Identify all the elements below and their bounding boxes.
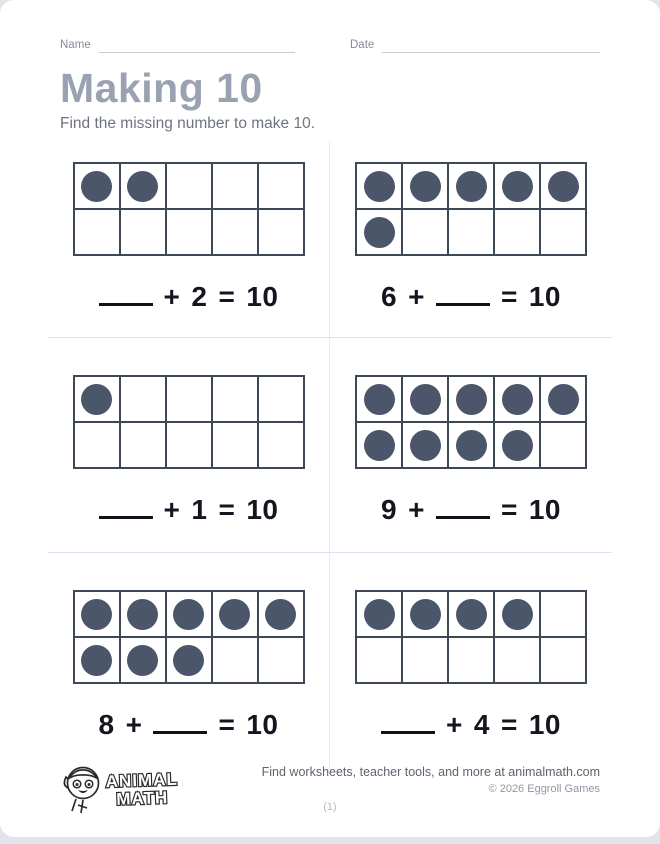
ten-frame-cell (75, 210, 119, 254)
logo-text-line2: MATH (116, 788, 169, 809)
equation-token: 10 (246, 709, 279, 741)
ten-frame-cell (449, 377, 493, 421)
ten-frame-cell (121, 377, 165, 421)
counter-dot (127, 171, 158, 202)
date-label: Date (350, 39, 375, 51)
ten-frame-cell (213, 377, 257, 421)
counter-dot (364, 599, 395, 630)
ten-frame-cell (357, 592, 401, 636)
ten-frame-cell (495, 377, 539, 421)
equation-token: = (500, 709, 518, 741)
equation-token: 10 (528, 281, 561, 313)
equation (381, 494, 561, 526)
ten-frame-cell (121, 638, 165, 682)
ten-frame (73, 162, 305, 256)
ten-frame (73, 590, 305, 684)
equation-token: 10 (528, 709, 561, 741)
counter-dot (502, 430, 533, 461)
ten-frame-cell (259, 592, 303, 636)
date-field (350, 38, 600, 53)
worksheet-header (0, 0, 660, 53)
ten-frame-cell (541, 377, 585, 421)
equation (381, 709, 561, 741)
ten-frame-cell (167, 377, 211, 421)
ten-frame-cell (403, 377, 447, 421)
name-label: Name (60, 39, 91, 51)
ten-frame-cell (403, 638, 447, 682)
ten-frame-cell (495, 592, 539, 636)
ten-frame-cell (75, 592, 119, 636)
page-instructions: Find the missing number to make 10. (60, 115, 316, 133)
equation-token: = (500, 281, 518, 313)
equation-token: 9 (381, 494, 398, 526)
ten-frame (355, 162, 587, 256)
ten-frame-cell (121, 164, 165, 208)
equation (99, 494, 279, 526)
ten-frame-cell (213, 592, 257, 636)
equation-token: 6 (381, 281, 398, 313)
ten-frame-cell (495, 210, 539, 254)
ten-frame-cell (357, 210, 401, 254)
ten-frame-cell (495, 164, 539, 208)
ten-frame-cell (449, 592, 493, 636)
name-blank-line (99, 38, 295, 53)
answer-blank (99, 496, 153, 519)
ten-frame-cell (449, 638, 493, 682)
ten-frame-cell (403, 592, 447, 636)
ten-frame-cell (167, 423, 211, 467)
problem-card (330, 338, 612, 553)
counter-dot (548, 171, 579, 202)
problem-card (330, 142, 612, 338)
equation-token: 10 (246, 494, 279, 526)
ten-frame-cell (403, 210, 447, 254)
equation-token: 2 (191, 281, 208, 313)
counter-dot (364, 171, 395, 202)
equation-token: + (163, 494, 181, 526)
equation-token: + (408, 494, 425, 526)
ten-frame-cell (495, 638, 539, 682)
ten-frame-cell (121, 210, 165, 254)
problem-card (48, 338, 330, 553)
ten-frame-cell (449, 423, 493, 467)
counter-dot (265, 599, 296, 630)
ten-frame-cell (449, 210, 493, 254)
page-number: (1) (323, 801, 337, 813)
counter-dot (456, 171, 487, 202)
ten-frame-cell (213, 638, 257, 682)
equation-token: 1 (191, 494, 208, 526)
equation-token: 4 (473, 709, 490, 741)
ten-frame-cell (357, 638, 401, 682)
ten-frame-cell (541, 164, 585, 208)
counter-dot (456, 599, 487, 630)
ten-frame-cell (357, 377, 401, 421)
ten-frame-cell (259, 638, 303, 682)
ten-frame-cell (449, 164, 493, 208)
ten-frame-cell (121, 423, 165, 467)
counter-dot (548, 384, 579, 415)
equation-token: + (125, 709, 143, 741)
equation-token: + (408, 281, 425, 313)
ten-frame-cell (167, 210, 211, 254)
footer-credits (262, 761, 600, 795)
ten-frame-cell (121, 592, 165, 636)
equation-token: = (218, 494, 236, 526)
equation-token: + (446, 709, 463, 741)
counter-dot (364, 430, 395, 461)
counter-dot (410, 384, 441, 415)
equation (381, 281, 561, 313)
counter-dot (410, 599, 441, 630)
ten-frame-cell (167, 592, 211, 636)
answer-blank (99, 283, 153, 306)
page-title: Making 10 (60, 65, 263, 111)
counter-dot (456, 384, 487, 415)
counter-dot (81, 645, 112, 676)
ten-frame-cell (75, 423, 119, 467)
ten-frame-cell (75, 638, 119, 682)
ten-frame-cell (541, 210, 585, 254)
footer-info-text: Find worksheets, teacher tools, and more at animalmath.com (261, 765, 600, 779)
ten-frame-cell (259, 210, 303, 254)
ten-frame-cell (541, 638, 585, 682)
ten-frame (355, 590, 587, 684)
ten-frame-cell (495, 423, 539, 467)
ten-frame-cell (259, 423, 303, 467)
equation-token: 10 (528, 494, 561, 526)
counter-dot (81, 171, 112, 202)
ten-frame-cell (213, 210, 257, 254)
answer-blank (381, 711, 435, 734)
ten-frame (355, 375, 587, 469)
counter-dot (410, 430, 441, 461)
counter-dot (81, 599, 112, 630)
equation-token: + (163, 281, 181, 313)
counter-dot (364, 217, 395, 248)
problems-grid (48, 142, 612, 768)
equation-token: 10 (246, 281, 279, 313)
counter-dot (364, 384, 395, 415)
counter-dot (81, 384, 112, 415)
counter-dot (127, 599, 158, 630)
ten-frame-cell (357, 164, 401, 208)
problem-card (48, 553, 330, 768)
ten-frame-cell (75, 377, 119, 421)
ten-frame-cell (403, 423, 447, 467)
name-field (60, 38, 295, 53)
counter-dot (502, 599, 533, 630)
equation (99, 281, 279, 313)
counter-dot (127, 645, 158, 676)
counter-dot (173, 599, 204, 630)
ten-frame (73, 375, 305, 469)
logo-text-line1: ANIMAL (105, 769, 179, 792)
answer-blank (153, 711, 207, 734)
equation (99, 709, 279, 741)
problem-card (330, 553, 612, 768)
ten-frame-cell (213, 423, 257, 467)
answer-blank (436, 496, 490, 519)
counter-dot (502, 384, 533, 415)
ten-frame-cell (259, 164, 303, 208)
ten-frame-cell (75, 164, 119, 208)
ten-frame-cell (259, 377, 303, 421)
ten-frame-cell (357, 423, 401, 467)
counter-dot (410, 171, 441, 202)
problem-card (48, 142, 330, 338)
footer-copyright: © 2026 Eggroll Games (488, 783, 600, 795)
ten-frame-cell (403, 164, 447, 208)
ten-frame-cell (541, 423, 585, 467)
counter-dot (219, 599, 250, 630)
equation-token: = (218, 281, 236, 313)
answer-blank (436, 283, 490, 306)
date-blank-line (382, 38, 600, 53)
counter-dot (456, 430, 487, 461)
ten-frame-cell (167, 638, 211, 682)
ten-frame-cell (167, 164, 211, 208)
ten-frame-cell (541, 592, 585, 636)
equation-token: = (218, 709, 236, 741)
counter-dot (502, 171, 533, 202)
ten-frame-cell (213, 164, 257, 208)
equation-token: = (500, 494, 518, 526)
counter-dot (173, 645, 204, 676)
equation-token: 8 (98, 709, 115, 741)
